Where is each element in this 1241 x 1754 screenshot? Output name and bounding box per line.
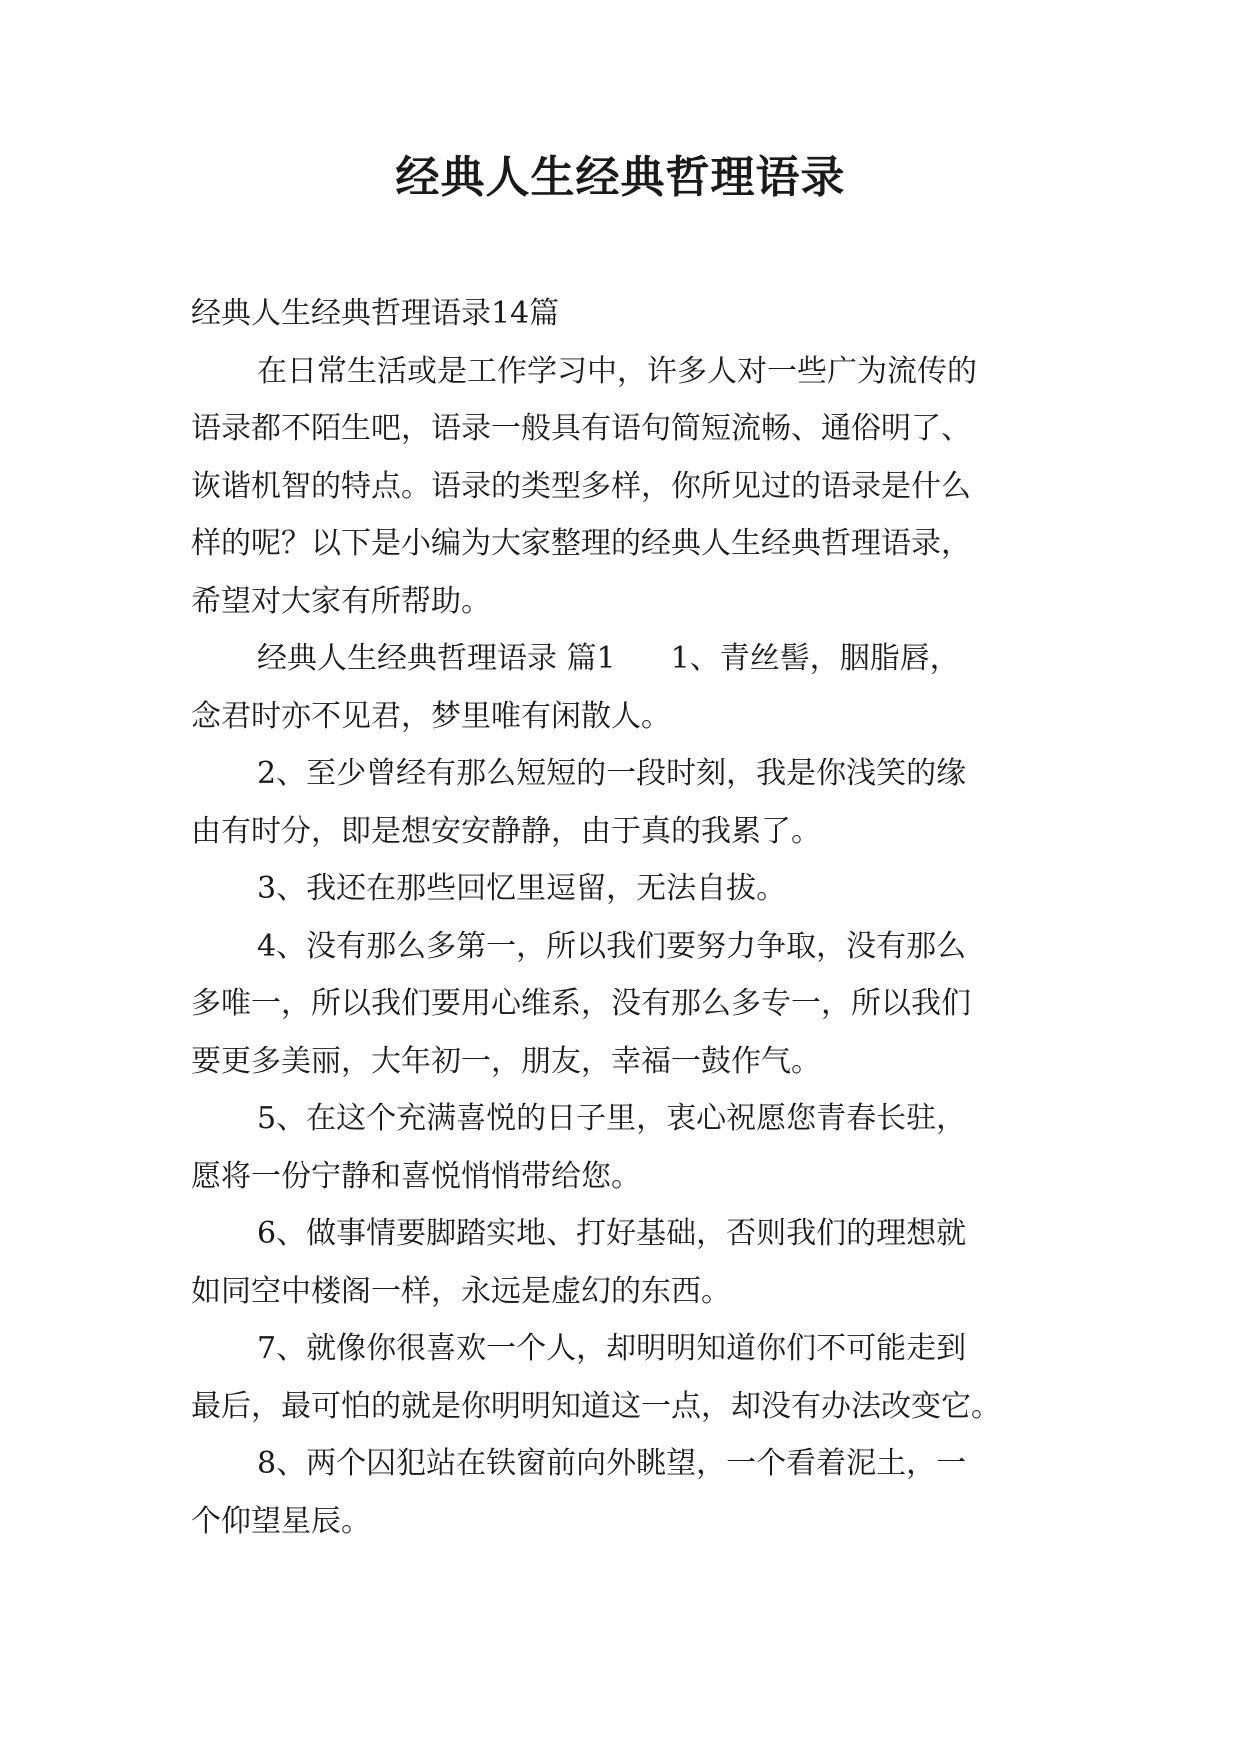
quote-line: 7、就像你很喜欢一个人，却明明知道你们不可能走到 xyxy=(257,1331,967,1366)
document-title: 经典人生经典哲理语录 xyxy=(395,152,846,203)
body-line: 最后，最可怕的就是你明明知道这一点，却没有办法改变它。 xyxy=(191,1388,1001,1424)
quote-line: 3、我还在那些回忆里逗留，无法自拔。 xyxy=(257,871,787,906)
body-line: 如同空中楼阁一样，永远是虚幻的东西。 xyxy=(191,1273,731,1309)
body-line: 个仰望星辰。 xyxy=(191,1503,371,1539)
body-line: 多唯一，所以我们要用心维系，没有那么多专一，所以我们 xyxy=(191,986,971,1021)
body-line: 样的呢？以下是小编为大家整理的经典人生经典哲理语录， xyxy=(191,526,971,561)
body-line: 语录都不陌生吧，语录一般具有语句简短流畅、通俗明了、 xyxy=(191,411,971,446)
section-heading: 经典人生经典哲理语录 篇1 xyxy=(257,641,616,676)
body-line: 念君时亦不见君，梦里唯有闲散人。 xyxy=(191,698,671,734)
quote-line: 8、两个囚犯站在铁窗前向外眺望，一个看着泥土，一 xyxy=(257,1446,967,1481)
subtitle-line: 经典人生经典哲理语录14篇 xyxy=(191,296,560,331)
quote-line: 5、在这个充满喜悦的日子里，衷心祝愿您青春长驻， xyxy=(257,1101,967,1136)
body-line: 诙谐机智的特点。语录的类型多样，你所见过的语录是什么 xyxy=(191,468,971,504)
quote-text: 1、青丝髻，胭脂唇， xyxy=(670,641,960,676)
body-line: 在日常生活或是工作学习中，许多人对一些广为流传的 xyxy=(257,353,977,389)
body-line: 愿将一份宁静和喜悦悄悄带给您。 xyxy=(191,1158,641,1194)
body-line: 由有时分，即是想安安静静，由于真的我累了。 xyxy=(191,813,821,849)
body-line: 希望对大家有所帮助。 xyxy=(191,583,491,619)
quote-line: 6、做事情要脚踏实地、打好基础，否则我们的理想就 xyxy=(257,1216,967,1251)
section-heading-line xyxy=(191,630,1061,688)
document-body xyxy=(191,285,1061,1550)
quote-line: 4、没有那么多第一，所以我们要努力争取，没有那么 xyxy=(257,928,967,964)
quote-line: 2、至少曾经有那么短短的一段时刻，我是你浅笑的缘 xyxy=(257,756,967,791)
body-line: 要更多美丽，大年初一，朋友，幸福一鼓作气。 xyxy=(191,1043,821,1079)
